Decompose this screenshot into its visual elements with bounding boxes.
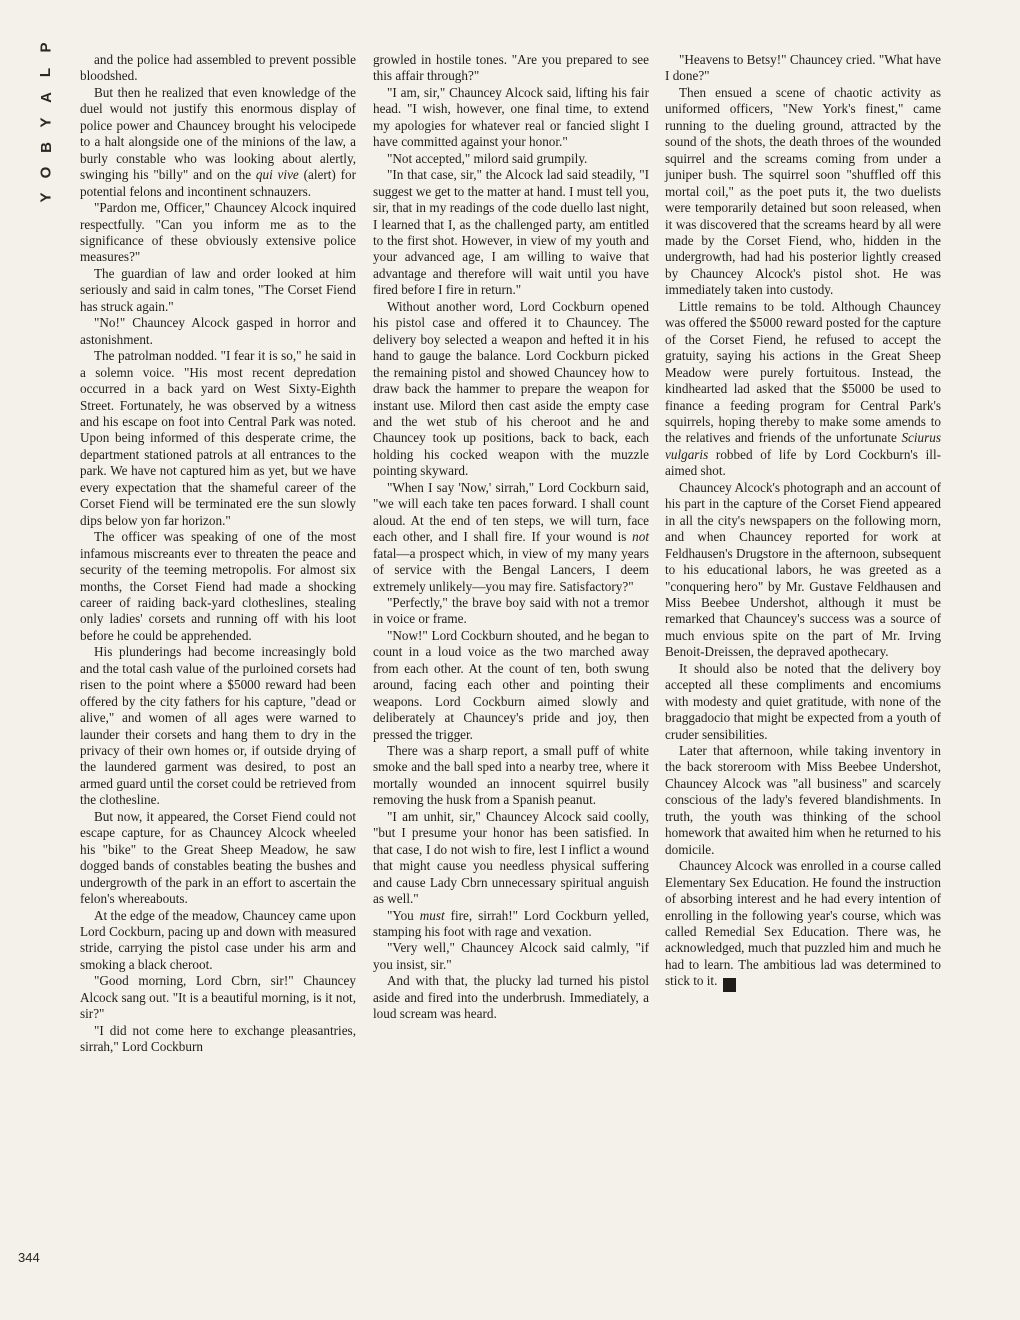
body-paragraph (80, 1023, 356, 1056)
text-run: fire, sirrah!" Lord Cockburn yelled, stamping his foot with rage and vexation. (373, 907, 649, 940)
body-paragraph (373, 908, 649, 941)
text-run: Later that afternoon, while taking inventory in the back storeroom with Miss Beebee Undershot, Chauncey Alcock was "all business" and scarcely conscious of the lady's fevered blandishments. In truth, the youth was thinking of the school homework that awaited him when he returned to his domicile. (665, 743, 941, 857)
body-paragraph (373, 299, 649, 480)
running-head-letter: B (37, 142, 55, 153)
body-paragraph (373, 151, 649, 167)
text-run: (alert) for potential felons and incontinent schnauzers. (80, 167, 356, 199)
text-run: "When I say 'Now,' sirrah," Lord Cockburn said, "we will each take ten paces forward. I shall count aloud. At the end of ten steps, we will turn, face each other, and I shall fire. If your wound is (373, 479, 649, 545)
italic-text: must (419, 907, 445, 923)
italic-text: not (632, 529, 649, 545)
body-paragraph (80, 973, 356, 1022)
body-paragraph (80, 644, 356, 809)
text-run: "Pardon me, Officer," Chauncey Alcock inquired respectfully. "Can you inform me as to the significance of these obviously extensive police measures?" (80, 200, 356, 265)
text-run: His plunderings had become increasingly bold and the total cash value of the purloined corsets had risen to the point where a $5000 reward had been offered by the city fathers for his capture, "dead or alive," and women of all ages were warned to launder their corsets and hang them to dry in the privacy of their own homes or, if outside drying of the laundered garment was desired, to post an armed guard until the corset could be retrieved from the clothesline. (80, 644, 356, 808)
body-paragraph (80, 908, 356, 974)
text-run: It should also be noted that the delivery boy accepted all these compliments and encomiums with modesty and quiet gratitude, with none of the braggadocio that might be expected from a youth of cruder sensibilities. (665, 660, 941, 742)
text-run: "Good morning, Lord Cbrn, sir!" Chauncey Alcock sang out. "It is a beautiful morning, is it not, sir?" (80, 973, 356, 1022)
text-column-1 (80, 52, 356, 1056)
text-run: Chauncey Alcock's photograph and an account of his part in the capture of the Corset Fiend appeared in all the city's newspapers on the following morn, and when Chauncey reported for work at Feldhausen's Drugstore in the afternoon, subsequent to his educational labors, he was greeted as a "conquering hero" by Mr. Gustave Feldhausen and Miss Beebee Undershot, although it must be remarked that Chauncey's success was a source of much envious spite on the part of Mr. Irving Benoit-Dreissen, the depraved apothecary. (665, 479, 941, 660)
text-run: "Perfectly," the brave boy said with not a tremor in voice or frame. (373, 594, 649, 627)
body-paragraph (80, 315, 356, 348)
text-run: "No!" Chauncey Alcock gasped in horror and astonishment. (80, 315, 356, 347)
running-head-letter: Y (37, 192, 55, 203)
body-paragraph (373, 85, 649, 151)
body-paragraph (665, 52, 941, 85)
running-head-letter: Y (37, 117, 55, 128)
text-run: "Not accepted," milord said grumpily. (387, 150, 588, 166)
playboy-rabbit-icon: ❀ (723, 978, 736, 992)
body-paragraph (665, 299, 941, 480)
body-paragraph (80, 85, 356, 200)
text-run: "Now!" Lord Cockburn shouted, and he began to count in a loud voice as the two marched away from each other. At the count of ten, both swung around, facing each other and pointing their weapons. Lord Cockburn aimed slowly and deliberately at Chauncey's pride and joy, then pressed the trigger. (373, 627, 649, 742)
body-paragraph (665, 661, 941, 743)
text-run: At the edge of the meadow, Chauncey came upon Lord Cockburn, pacing up and down with measured stride, carrying the pistol case under his arm and smoking a black cheroot. (80, 907, 356, 972)
page-number: 344 (18, 1250, 40, 1265)
body-paragraph (373, 167, 649, 299)
text-run: Without another word, Lord Cockburn opened his pistol case and offered it to Chauncey. The delivery boy selected a weapon and hefted it in his hand to gauge the balance. Lord Cockburn picked the remaining pistol and showed Chauncey how to draw back the hammer to prepare the weapon for instant use. Milord then cast aside the empty case and the wet stub of his cheroot and he and Chauncey took up positions, back to back, each holding his cocked weapon with the muzzle pointing skyward. (373, 298, 649, 479)
text-run: fatal—a prospect which, in view of my many years of service with the Bengal Lancers, I deem extremely unlikely—you may fire. Satisfactory?" (373, 545, 649, 594)
text-column-3 (665, 52, 941, 992)
text-run: And with that, the plucky lad turned his pistol aside and fired into the underbrush. Immediately, a loud scream was heard. (373, 973, 649, 1022)
text-run: "I am, sir," Chauncey Alcock said, lifting his fair head. "I wish, however, one final time, to extend my apologies for whatever real or fancied slight I have committed against your honor." (373, 84, 649, 150)
body-paragraph (80, 529, 356, 644)
text-run: robbed of life by Lord Cockburn's ill-aimed shot. (665, 446, 941, 479)
running-head (26, 38, 66, 207)
text-run: growled in hostile tones. "Are you prepared to see this affair through?" (373, 52, 649, 84)
body-paragraph (665, 858, 941, 992)
running-head-letter: P (37, 42, 55, 53)
text-run: "Very well," Chauncey Alcock said calmly, "if you insist, sir." (373, 940, 649, 972)
body-paragraph (665, 480, 941, 661)
body-paragraph (373, 480, 649, 595)
body-paragraph (80, 348, 356, 529)
text-run: The patrolman nodded. "I fear it is so," he said in a solemn voice. "His most recent depredation occurred in a back yard on West Sixty-Eighth Street. Fortunately, he was observed by a witness and his escape on foot into Central Park was noted. Upon being informed of this desperate crime, the department stationed patrols at all entrances to the park. We have not captured him as yet, but we have every expectation that the shameful career of the Corset Fiend will be terminated ere the sun slowly dips below yon far horizon." (80, 348, 356, 528)
text-run: "You (387, 907, 420, 923)
text-run: "I did not come here to exchange pleasantries, sirrah," Lord Cockburn (80, 1022, 356, 1055)
body-paragraph (373, 940, 649, 973)
body-paragraph (373, 973, 649, 1022)
text-run: Then ensued a scene of chaotic activity as uniformed officers, "New York's finest," came running to the dueling ground, attracted by the sound of the shots, the death throes of the wounded squirrel and the screams coming from under a juniper bush. The squirrel soon "shuffled off this mortal coil," as the poet puts it, the two duelists were temporarily detained but soon released, when it was discovered that the screams heard by all were made by the Corset Fiend, who, hidden in the undergrowth, had had his posterior lightly creased by Chauncey Alcock's pistol shot. He was immediately taken into custody. (665, 84, 941, 298)
body-paragraph (665, 743, 941, 858)
body-paragraph (373, 52, 649, 85)
running-head-letter: L (37, 67, 55, 78)
text-run: Chauncey Alcock was enrolled in a course called Elementary Sex Education. He found the instruction of absorbing interest and he had every intention of enrolling in the following year's course, which was called Remedial Sex Education. There was, he acknowledged, much that puzzled him and much he had to learn. The ambitious lad was determined to stick to it. (665, 858, 941, 989)
body-paragraph (80, 200, 356, 266)
text-run: But now, it appeared, the Corset Fiend could not escape capture, for as Chauncey Alcock wheeled his "bike" to the Great Sheep Meadow, he saw dogged bands of constables beating the bushes and undergrowth of the park in an effort to ascertain the felon's whereabouts. (80, 808, 356, 907)
body-paragraph (373, 595, 649, 628)
text-run: "I am unhit, sir," Chauncey Alcock said coolly, "but I presume your honor has been satisfied. In that case, I do not wish to fire, lest I inflict a wound that might cause you needless physical suffering and cause Lady Cbrn unnecessary spiritual anguish as well." (373, 808, 649, 907)
body-paragraph (80, 809, 356, 908)
text-run: But then he realized that even knowledge of the duel would not justify this enormous display of police power and Chauncey brought his velocipede to a halt alongside one of the minions of the law, a burly constable who was looking about alertly, swinging his "billy" and on the (80, 84, 356, 183)
text-run: "Heavens to Betsy!" Chauncey cried. "What have I done?" (665, 52, 941, 84)
text-run: "In that case, sir," the Alcock lad said steadily, "I suggest we get to the matter at hand. I must tell you, sir, that in my readings of the code duello last night, I learned that I, as the challenged party, am entitled to the first shot. However, in view of my youth and your advanced age, I am willing to waive that advantage and therefore will wait until you have fired before I fire in return." (373, 167, 649, 298)
italic-text: Sciurus vulgaris (665, 430, 941, 462)
body-paragraph (373, 628, 649, 743)
body-paragraph (373, 809, 649, 908)
body-paragraph (80, 266, 356, 315)
text-run: The officer was speaking of one of the most infamous miscreants ever to threaten the peace and security of the teeming metropolis. For almost six months, the Corset Fiend had made a shocking career of raiding back-yard clotheslines, stealing only ladies' corsets and running off with his loot before he could be apprehended. (80, 529, 356, 643)
running-head-letter: O (37, 166, 55, 179)
running-head-letter: A (37, 92, 55, 103)
body-paragraph (665, 85, 941, 299)
text-run: and the police had assembled to prevent possible bloodshed. (80, 52, 356, 84)
body-paragraph (80, 52, 356, 85)
italic-text: qui vive (255, 167, 299, 183)
text-run: Little remains to be told. Although Chauncey was offered the $5000 reward posted for the capture of the Corset Fiend, he refused to accept the gratuity, saying his actions in the Great Sheep Meadow were purely fortuitous. Instead, the kindhearted lad asked that the $5000 be used to finance a feeding program for Central Park's squirrels, hoping thereby to make some amends to the relatives and friends of the unfortunate (665, 298, 941, 446)
text-column-2 (373, 52, 649, 1023)
text-run: There was a sharp report, a small puff of white smoke and the ball sped into a nearby tree, where it mortally wounded an innocent squirrel busily removing the husk from a Spanish peanut. (373, 743, 649, 808)
text-run: The guardian of law and order looked at him seriously and said in calm tones, "The Corset Fiend has struck again." (80, 265, 356, 314)
body-paragraph (373, 743, 649, 809)
